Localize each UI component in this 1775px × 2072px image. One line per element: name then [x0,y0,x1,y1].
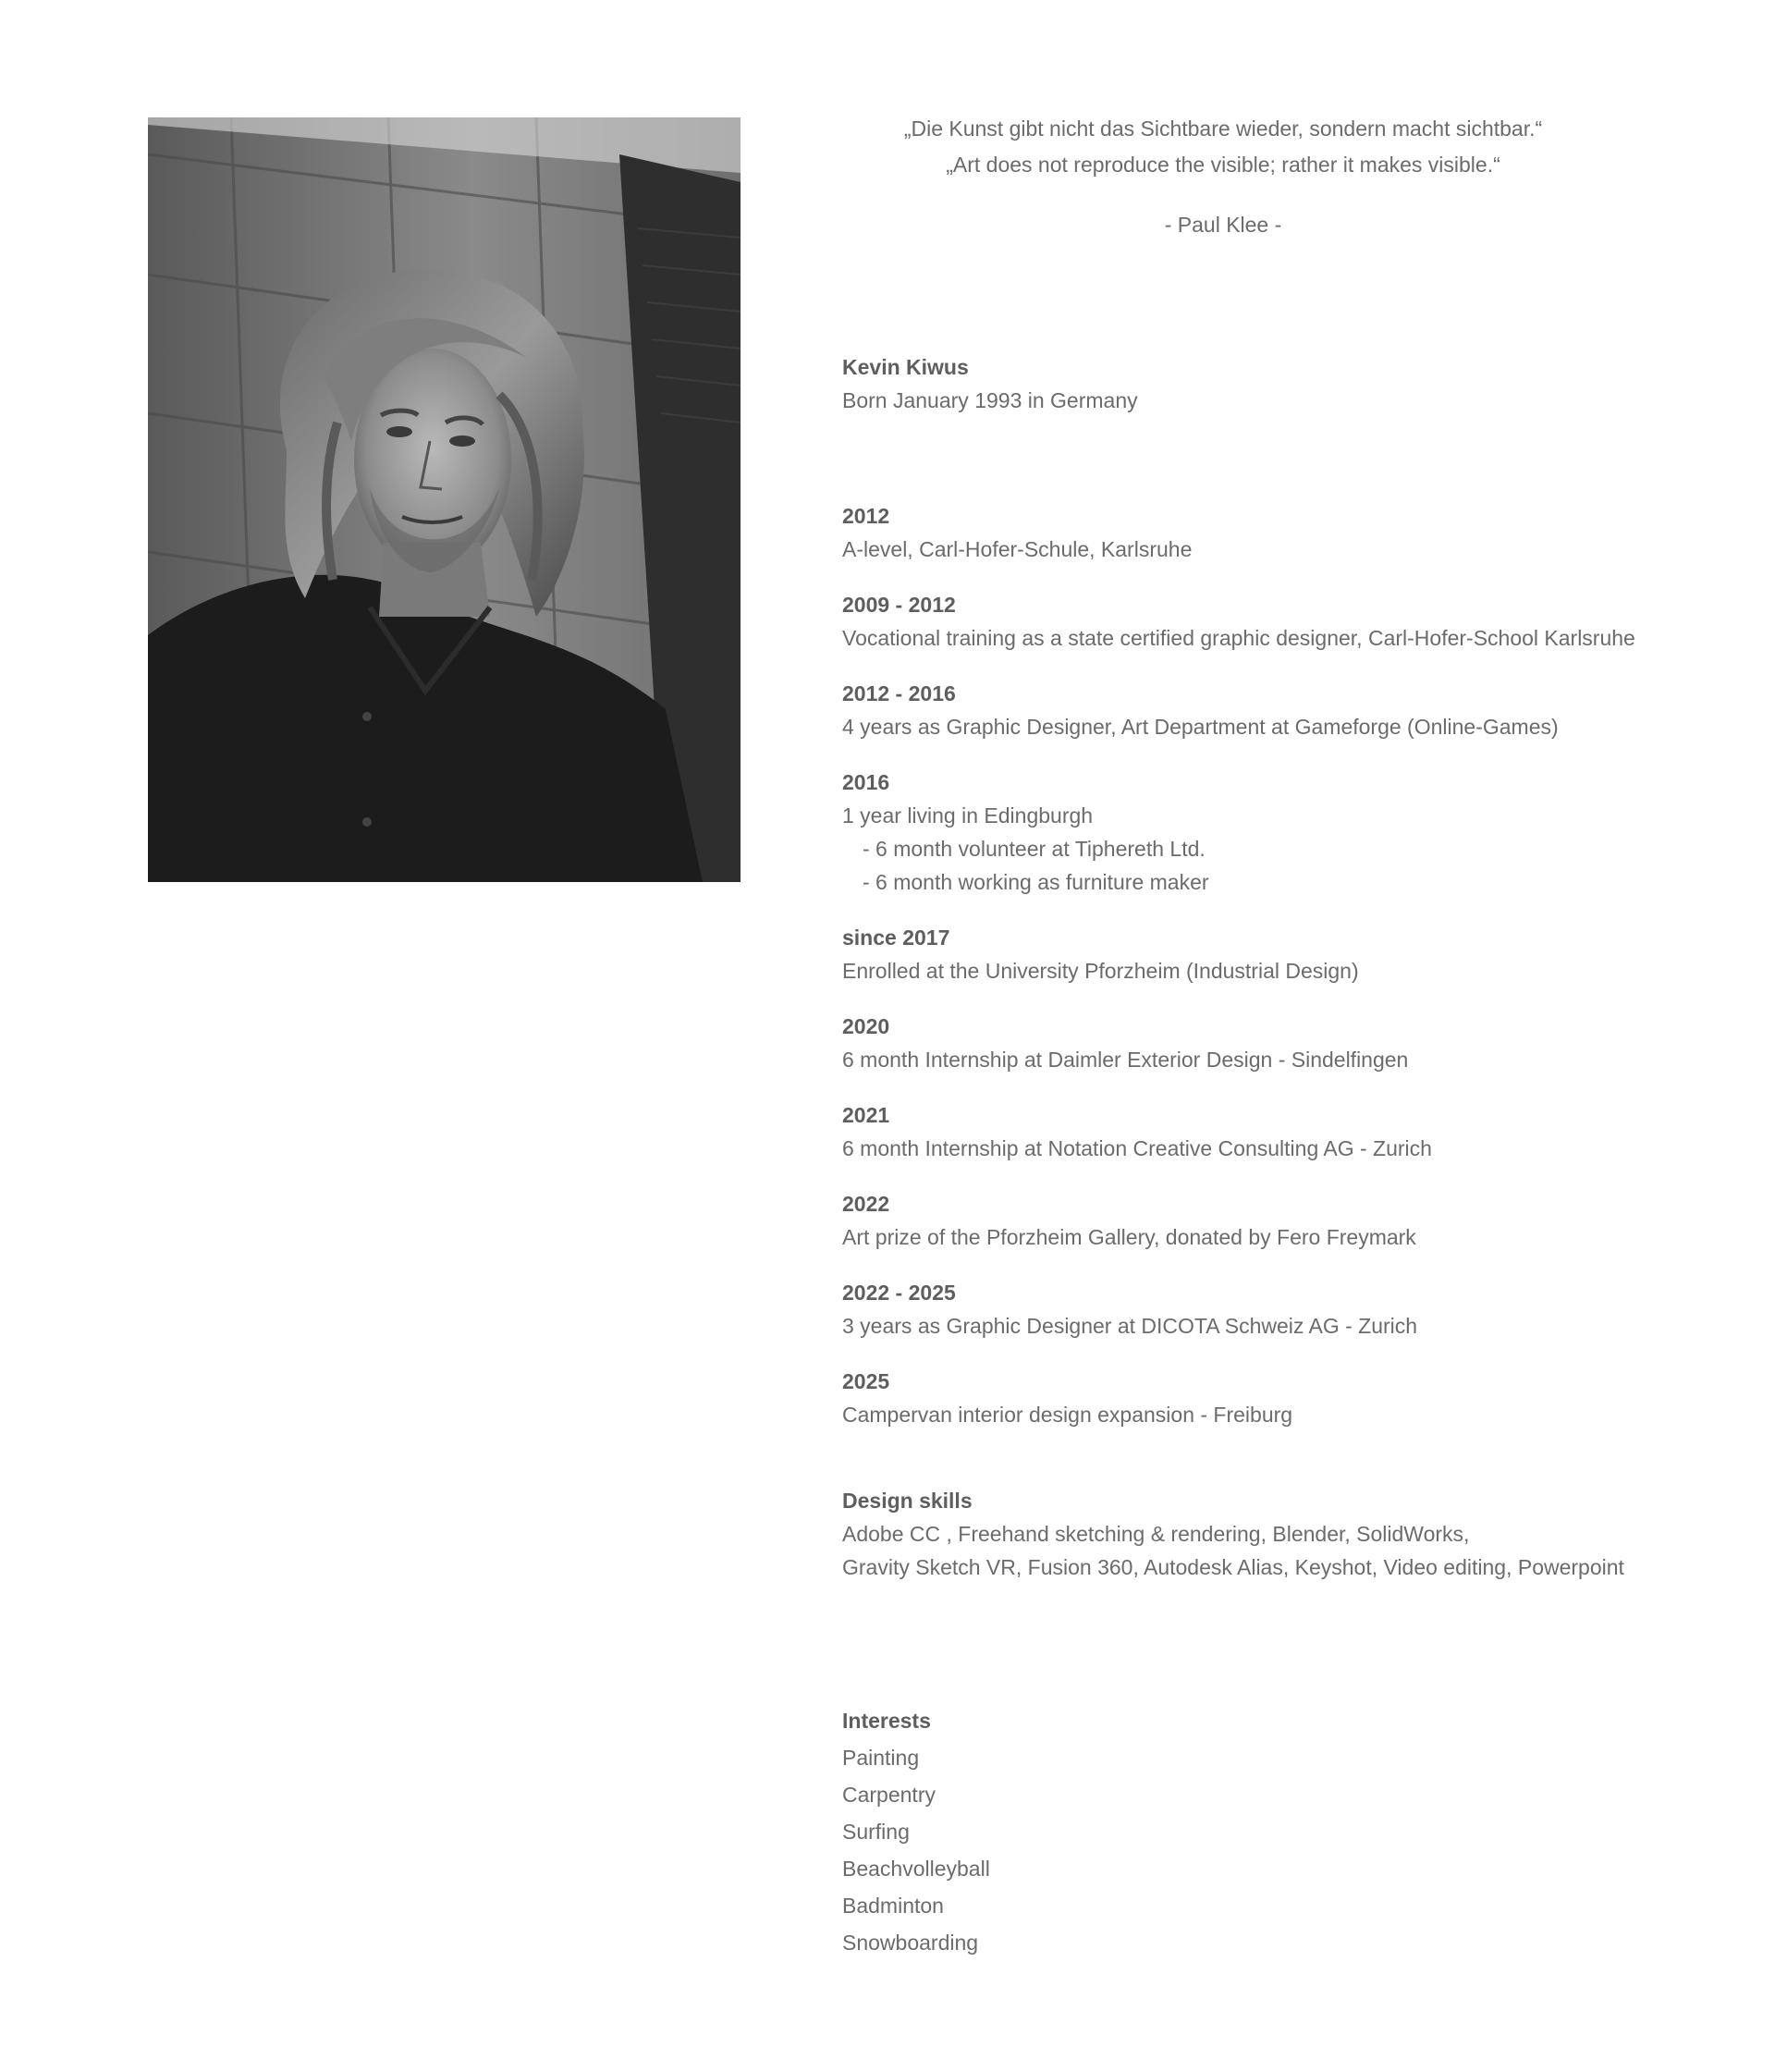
timeline-entry [842,1098,1635,1165]
timeline-desc: A-level, Carl-Hofer-Schule, Karlsruhe [842,537,1193,561]
interest-item: Badminton [842,1894,944,1918]
timeline-desc: 6 month Internship at Notation Creative Consulting AG - Zurich [842,1136,1432,1160]
quote-english: „Art does not reproduce the visible; rather it makes visible.“ [946,153,1500,177]
timeline-desc: Vocational training as a state certified graphic designer, Carl-Hofer-School Karlsruhe [842,626,1635,650]
portrait-photo [148,117,741,882]
timeline-desc: 1 year living in Edingburgh [842,803,1094,828]
timeline-sub: - 6 month volunteer at Tiphereth Ltd. [863,837,1206,861]
profile-born: Born January 1993 in Germany [842,388,1138,412]
profile-block [842,350,1138,417]
timeline-desc: 4 years as Graphic Designer, Art Department at Gameforge (Online-Games) [842,715,1559,739]
timeline-desc: Campervan interior design expansion - Freiburg [842,1403,1293,1427]
timeline-year: 2020 [842,1014,890,1038]
timeline-entry [842,921,1635,987]
interest-item: Carpentry [842,1783,936,1807]
timeline-year: since 2017 [842,926,950,950]
timeline-desc: Enrolled at the University Pforzheim (Industrial Design) [842,959,1359,983]
interests-heading: Interests [842,1709,931,1733]
timeline-entry [842,588,1635,655]
timeline-year: 2021 [842,1103,890,1127]
timeline-entry [842,1010,1635,1076]
interest-item: Beachvolleyball [842,1857,990,1881]
profile-name: Kevin Kiwus [842,355,969,379]
interests-block [842,1702,990,1961]
interest-item: Surfing [842,1820,910,1844]
interest-item: Painting [842,1746,920,1770]
skills-line: Adobe CC , Freehand sketching & rendering, Blender, SolidWorks, [842,1522,1470,1546]
timeline-entry [842,499,1635,566]
quote-author: - Paul Klee - [1164,213,1282,237]
timeline-desc: 3 years as Graphic Designer at DICOTA Schweiz AG - Zurich [842,1314,1418,1338]
timeline-sub: - 6 month working as furniture maker [863,870,1209,894]
timeline-year: 2009 - 2012 [842,593,956,617]
skills-block [842,1484,1624,1584]
portrait-image [148,117,741,882]
timeline [842,499,1635,1453]
quote-german: „Die Kunst gibt nicht das Sichtbare wieder, sondern macht sichtbar.“ [903,116,1543,141]
timeline-year: 2025 [842,1369,890,1393]
timeline-year: 2022 [842,1192,890,1216]
timeline-entry [842,1187,1635,1254]
timeline-year: 2012 [842,504,890,528]
timeline-year: 2016 [842,770,890,794]
timeline-year: 2022 - 2025 [842,1281,956,1305]
timeline-entry [842,1365,1635,1431]
timeline-entry [842,766,1635,899]
skills-heading: Design skills [842,1489,973,1513]
timeline-desc: 6 month Internship at Daimler Exterior Design - Sindelfingen [842,1048,1409,1072]
timeline-year: 2012 - 2016 [842,681,956,705]
timeline-entry [842,1276,1635,1343]
timeline-entry [842,677,1635,743]
skills-line: Gravity Sketch VR, Fusion 360, Autodesk Alias, Keyshot, Video editing, Powerpoint [842,1555,1624,1579]
interest-item: Snowboarding [842,1931,979,1955]
timeline-desc: Art prize of the Pforzheim Gallery, donated by Fero Freymark [842,1225,1416,1249]
